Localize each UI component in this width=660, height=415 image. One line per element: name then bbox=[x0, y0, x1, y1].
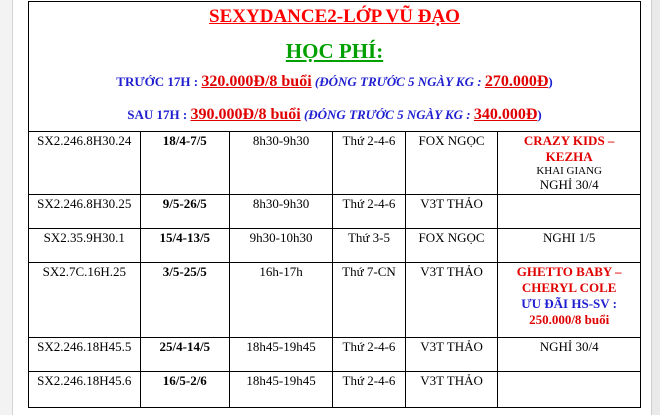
table-row bbox=[29, 263, 641, 338]
weekdays-cell: Thứ 2-4-6 bbox=[333, 338, 406, 372]
teacher-cell: V3T THẢO bbox=[405, 338, 498, 372]
price-note-close: ) bbox=[537, 107, 542, 122]
weekdays-cell: Thứ 2-4-6 bbox=[333, 372, 406, 408]
note-title: CRAZY KIDS – KEZHA bbox=[523, 133, 615, 164]
note-title: GHETTO BABY – CHERYL COLE bbox=[516, 264, 622, 295]
price-prefix: TRƯỚC 17H : bbox=[116, 74, 199, 89]
time-cell: 8h30-9h30 bbox=[229, 132, 332, 195]
table-row bbox=[29, 132, 641, 195]
note-cell: NGHI 1/5 bbox=[498, 229, 641, 263]
class-title: SEXYDANCE2-LỚP VŨ ĐẠO bbox=[209, 6, 460, 27]
header-box bbox=[28, 1, 641, 132]
price-note-close: ) bbox=[548, 74, 553, 89]
early-price-value: 340.000Đ bbox=[473, 106, 538, 123]
date-range-cell: 18/4-7/5 bbox=[140, 132, 229, 195]
weekdays-cell: Thứ 2-4-6 bbox=[333, 195, 406, 229]
note-cell bbox=[498, 195, 641, 229]
price-prefix: SAU 17H : bbox=[127, 107, 188, 122]
note-cell bbox=[498, 263, 641, 338]
note-subtitle: KHAI GIANG bbox=[536, 165, 602, 177]
price-line-after-17h bbox=[29, 106, 640, 124]
teacher-cell: V3T THẢO bbox=[405, 372, 498, 408]
time-cell: 18h45-19h45 bbox=[229, 338, 332, 372]
vertical-scrollbar[interactable] bbox=[651, 0, 660, 415]
weekdays-cell: Thứ 3-5 bbox=[333, 229, 406, 263]
note-discount-price: 250.000/8 buổi bbox=[529, 312, 610, 327]
class-code-cell: SX2.246.8H30.25 bbox=[29, 195, 141, 229]
class-code-cell: SX2.35.9H30.1 bbox=[29, 229, 141, 263]
table-row bbox=[29, 372, 641, 408]
price-value: 320.000Đ/8 buổi bbox=[201, 73, 312, 90]
date-range-cell: 3/5-25/5 bbox=[140, 263, 229, 338]
document-content bbox=[28, 0, 640, 415]
left-margin bbox=[0, 0, 13, 415]
note-cell bbox=[498, 372, 641, 408]
price-line-before-17h bbox=[29, 73, 640, 91]
date-range-cell: 16/5-2/6 bbox=[140, 372, 229, 408]
time-cell: 16h-17h bbox=[229, 263, 332, 338]
table-row bbox=[29, 229, 641, 263]
date-range-cell: 15/4-13/5 bbox=[140, 229, 229, 263]
time-cell: 9h30-10h30 bbox=[229, 229, 332, 263]
teacher-cell: V3T THẢO bbox=[405, 263, 498, 338]
fee-heading: HỌC PHÍ: bbox=[285, 39, 384, 63]
class-code-cell: SX2.7C.16H.25 bbox=[29, 263, 141, 338]
note-cell bbox=[498, 132, 641, 195]
early-price-value: 270.000Đ bbox=[484, 73, 549, 90]
time-cell: 18h45-19h45 bbox=[229, 372, 332, 408]
teacher-cell: V3T THẢO bbox=[405, 195, 498, 229]
weekdays-cell: Thứ 2-4-6 bbox=[333, 132, 406, 195]
date-range-cell: 25/4-14/5 bbox=[140, 338, 229, 372]
price-note: (ĐÓNG TRƯỚC 5 NGÀY KG : bbox=[303, 107, 471, 122]
price-note: (ĐÓNG TRƯỚC 5 NGÀY KG : bbox=[314, 74, 482, 89]
table-row bbox=[29, 338, 641, 372]
teacher-cell: FOX NGỌC bbox=[405, 132, 498, 195]
weekdays-cell: Thứ 7-CN bbox=[333, 263, 406, 338]
schedule-table bbox=[28, 131, 641, 408]
class-code-cell: SX2.246.18H45.6 bbox=[29, 372, 141, 408]
teacher-cell: FOX NGỌC bbox=[405, 229, 498, 263]
table-row bbox=[29, 195, 641, 229]
note-cell: NGHỈ 30/4 bbox=[498, 338, 641, 372]
price-value: 390.000Đ/8 buổi bbox=[190, 106, 301, 123]
note-discount-label: ƯU ĐÃI HS-SV : bbox=[521, 296, 618, 311]
note-text: NGHỈ 30/4 bbox=[539, 177, 599, 192]
class-code-cell: SX2.246.8H30.24 bbox=[29, 132, 141, 195]
class-code-cell: SX2.246.18H45.5 bbox=[29, 338, 141, 372]
date-range-cell: 9/5-26/5 bbox=[140, 195, 229, 229]
time-cell: 8h30-9h30 bbox=[229, 195, 332, 229]
